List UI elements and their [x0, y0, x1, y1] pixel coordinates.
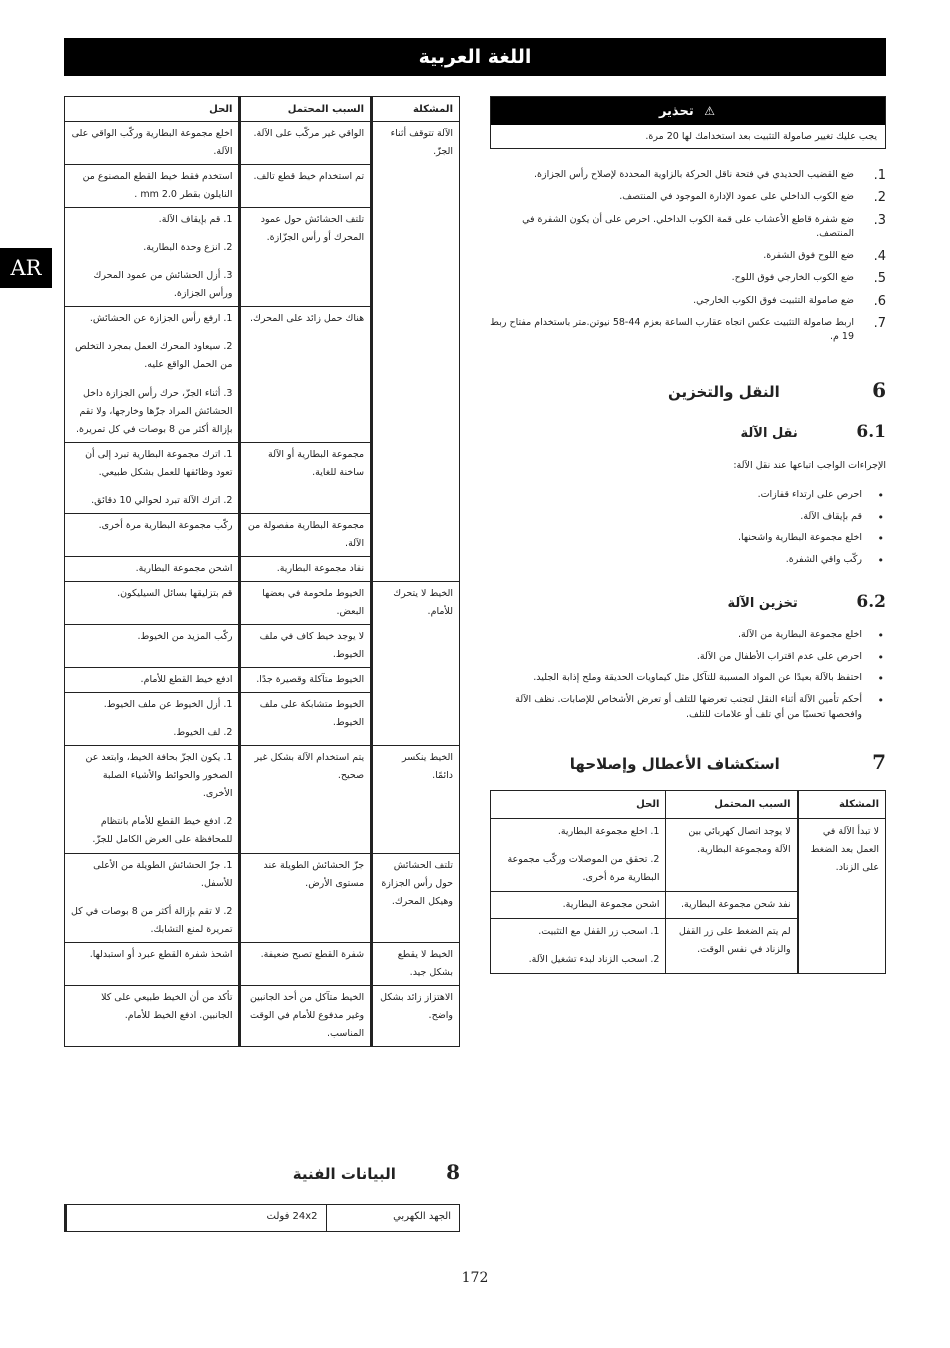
- solution-cell: [65, 625, 240, 668]
- bullet-item: • اخلع مجموعة البطارية من الآلة.: [490, 628, 886, 643]
- section-title: تخزين الآلة: [727, 596, 798, 611]
- cause-cell: هناك حمل زائد على المحرك.: [240, 307, 372, 442]
- section-number: 6: [872, 378, 886, 402]
- cause-cell: نفد شحن مجموعة البطارية.: [666, 892, 798, 919]
- solution-cell: [65, 556, 240, 581]
- table-row: [65, 581, 460, 624]
- step-item: [490, 316, 886, 345]
- cause-cell: تلتف الحشائش حول عمود المحرك أو رأس الجزّازة.: [240, 208, 372, 307]
- step-number: 4.: [873, 249, 886, 264]
- solution-item: 2. اسحب الزناد لبدء تشغيل الآلة.: [528, 954, 660, 966]
- solution-item: 1. قم بإيقاف الآلة.: [158, 214, 233, 226]
- warning-title: تحذير: [658, 104, 694, 119]
- solution-item: اخلع مجموعة البطارية وركّب الواقي على الآلة.: [71, 128, 233, 158]
- problem-cell: الخيط ينكسر دائمًا.: [372, 746, 460, 853]
- step-item: [490, 213, 886, 242]
- solution-item: 1. أزل الخيوط عن ملف الخيوط.: [103, 699, 233, 711]
- solution-item: ركّب المزيد من الخيوط.: [137, 631, 233, 643]
- column-header-solution: الحل: [491, 791, 666, 819]
- step-item: [490, 249, 886, 263]
- solution-cell: [65, 442, 240, 513]
- solution-cell: [65, 668, 240, 693]
- problem-cell: الخيط لا يقطع بشكل جيد.: [372, 942, 460, 985]
- solution-item: 1. اسحب زر القفل مع التثبيت.: [538, 926, 660, 938]
- step-number: 2.: [873, 190, 886, 206]
- bullet-item: • احرص على ارتداء قفازات.: [490, 488, 886, 503]
- step-item: [490, 271, 886, 285]
- cause-cell: جزّ الحشائش الطويلة عند مستوى الأرض.: [240, 853, 372, 942]
- cause-cell: لم يتم الضغط على زر القفل والزناد في نفس الوقت.: [666, 919, 798, 974]
- step-number: 3.: [873, 212, 886, 228]
- transport-bullets: [490, 488, 886, 575]
- solution-cell: [65, 746, 240, 853]
- page-number: 172: [461, 1270, 489, 1286]
- column-header-cause: السبب المحتمل: [666, 791, 798, 819]
- problem-cell: الآلة تتوقف أثناء الجزّ.: [372, 122, 460, 582]
- section-title: استكشاف الأعطال وإصلاحها: [569, 755, 780, 773]
- solution-cell: [65, 307, 240, 442]
- section-title: نقل الآلة: [740, 426, 798, 441]
- solution-item: 1. اخلع مجموعة البطارية.: [557, 826, 660, 837]
- solution-item: 2. تحقق من الموصلات وركّب مجموعة البطارية مرة أخرى.: [507, 854, 660, 884]
- problem-cell: تلتف الحشائش حول رأس الجزازة وهيكل المحرك.: [372, 853, 460, 942]
- solution-item: 3. أزل الحشائش من عمود المحرك ورأس الجزازة.: [93, 270, 233, 300]
- solution-item: 2. لف الخيوط.: [173, 727, 233, 739]
- warning-header: [491, 97, 885, 125]
- table-row: [491, 819, 886, 892]
- section-title: البيانات الفنية: [292, 1165, 396, 1183]
- warning-box: [490, 96, 886, 149]
- column-header-problem: المشكلة: [798, 791, 886, 819]
- solution-cell: [65, 693, 240, 746]
- section-7-heading: [490, 750, 886, 774]
- solution-item: ادفع خيط القطع للأمام.: [140, 674, 233, 686]
- solution-item: 3. أثناء الجزّ، حرك رأس الجزازة داخل الحشائش المراد جزّها وخارجها، ولا تقم بإزالة أكثر من 8 بوصات في كل تمريرة.: [76, 387, 233, 435]
- table-row: [65, 853, 460, 942]
- cause-cell: يتم استخدام الآلة بشكل غير صحيح.: [240, 746, 372, 853]
- solution-cell: [65, 208, 240, 307]
- cause-cell: مجموعة البطارية مفصولة من الآلة.: [240, 513, 372, 556]
- solution-cell: [65, 165, 240, 208]
- solution-item: اشحن مجموعة البطارية.: [562, 899, 660, 911]
- section-number: 6.1: [856, 422, 886, 442]
- solution-cell: [65, 122, 240, 165]
- solution-item: استخدم فقط خيط القطع المصنوع من النايلون بقطر 2.0 mm .: [82, 171, 233, 201]
- solution-cell: [65, 513, 240, 556]
- troubleshooting-table-left: [64, 96, 460, 1047]
- section-number: 6.2: [856, 592, 886, 612]
- table-row: [65, 985, 460, 1046]
- specs-table: [64, 1204, 460, 1232]
- problem-cell: الخيط لا يتحرك للأمام.: [372, 581, 460, 745]
- solution-item: 1. يكون الجزّ بحافة الخيط، وابتعد عن الصخور والحوائط والأشياء الصلبة الأخرى.: [85, 752, 233, 800]
- solution-cell: [65, 853, 240, 942]
- solution-item: 2. اترك الآلة تبرد لحوالي 10 دقائق.: [91, 494, 233, 506]
- step-text: ضع الكوب الخارجي فوق اللوح.: [731, 272, 854, 284]
- bullet-item: • قم بإيقاف الآلة.: [490, 510, 886, 525]
- step-text: ضع الكوب الداخلي على عمود الإدارة الموجود في المنتصف.: [619, 191, 854, 203]
- storage-bullets: [490, 628, 886, 730]
- column-header-solution: الحل: [65, 97, 240, 122]
- section-number: 8: [446, 1160, 460, 1184]
- section-8-heading: [260, 1160, 460, 1190]
- language-tab: AR: [0, 248, 52, 288]
- table-row: [65, 746, 460, 853]
- cause-cell: نفاد مجموعة البطارية.: [240, 556, 372, 581]
- table-row: [65, 122, 460, 165]
- cause-cell: لا يوجد خيط كاف في ملف الخيوط.: [240, 625, 372, 668]
- warning-triangle-icon: ⚠: [704, 104, 715, 118]
- bullet-item: • احرص على عدم اقتراب الأطفال من الآلة.: [490, 650, 886, 665]
- step-text: ضع اللوح فوق الشفرة.: [763, 250, 854, 261]
- warning-text: يجب عليك تغيير صامولة التثبيت بعد استخدامك لها 20 مرة.: [645, 131, 877, 142]
- step-number: 1.: [873, 168, 886, 183]
- solution-item: 1. ارفع رأس الجزازة عن الحشائش.: [89, 313, 233, 325]
- cause-cell: الواقي غير مركّب على الآلة.: [240, 122, 372, 165]
- step-item: [490, 168, 886, 182]
- cause-cell: لا يوجد اتصال كهربائي بين الآلة ومجموعة البطارية.: [666, 819, 798, 892]
- column-header-cause: السبب المحتمل: [240, 97, 372, 122]
- step-text: اربط صامولة التثبيت عكس اتجاه عقارب الساعة بعزم 44-58 نيوتن.متر باستخدام مفتاح ربط 19 م.: [490, 316, 854, 342]
- section-title: النقل والتخزين: [668, 383, 780, 401]
- spec-value: 24x2 فولت: [66, 1205, 327, 1232]
- cause-cell: الخيوط متشابكة على ملف الخيوط.: [240, 693, 372, 746]
- solution-cell: [491, 892, 666, 919]
- solution-item: 1. جزّ الحشائش الطويلة من الأعلى للأسفل.: [93, 859, 233, 889]
- cause-cell: مجموعة البطارية أو الآلة ساخنة للغاية.: [240, 442, 372, 513]
- solution-item: 2. سيعاود المحرك العمل بمجرد التخلص من الحمل الواقع عليه.: [75, 341, 233, 371]
- step-text: ضع القضيب الحديدي في فتحة ناقل الحركة بالزاوية المحددة لإصلاح رأس الجزازة.: [534, 169, 854, 180]
- bullet-item: • أحكم تأمين الآلة أثناء النقل لتجنب تعرضها للتلف أو تعرض الأشخاص للإصابات. نظف الآلة وافحصها تحسبًا من أي تلف أو علامات للتلف.: [490, 693, 886, 722]
- spec-label: الجهد الكهربي: [326, 1205, 459, 1232]
- solution-item: اشحن مجموعة البطارية.: [135, 562, 233, 574]
- transport-intro: الإجراءات الواجب اتباعها عند نقل الآلة:: [733, 460, 886, 471]
- table-row: [66, 1205, 460, 1232]
- solution-item: 2. ادفع خيط القطع للأمام بانتظام للمحافظة على العرض الكامل للجزّ.: [92, 816, 233, 846]
- language-header: اللغة العربية: [64, 38, 886, 76]
- cause-cell: الخيط متآكل من أحد الجانبين وغير مدفوع للأمام في الوقت المناسب.: [240, 985, 372, 1046]
- solution-item: 1. اترك مجموعة البطارية تبرد إلى أن تعود وظائفها للعمل بشكل طبيعي.: [85, 448, 233, 478]
- solution-item: اشحذ شفرة القطع عبرد أو استبدلها.: [89, 948, 233, 960]
- cause-cell: تم استخدام خيط قطع تالف.: [240, 165, 372, 208]
- cause-cell: الخيوط متآكلة وقصيرة جدًا.: [240, 668, 372, 693]
- solution-cell: [65, 942, 240, 985]
- solution-item: تأكد من أن الخيط طبيعي على كلا الجانبين. ادفع الخيط للأمام.: [101, 991, 233, 1021]
- solution-cell: [491, 819, 666, 892]
- assembly-steps: [490, 168, 886, 352]
- bullet-item: • اخلع مجموعة البطارية واشحنها.: [490, 531, 886, 546]
- section-6-2-heading: [490, 592, 886, 612]
- solution-item: 2. انزع وحدة البطارية.: [143, 242, 233, 254]
- step-item: [490, 294, 886, 308]
- solution-item: 2. لا تقم بإزالة أكثر من 8 بوصات في كل تمريرة لمنع التشابك.: [70, 905, 233, 935]
- bullet-item: • احتفظ بالآلة بعيدًا عن المواد المسببة للتآكل مثل كيماويات الحديقة وملح إذابة الجليد.: [490, 671, 886, 686]
- table-row: [65, 942, 460, 985]
- bullet-item: • ركّب واقي الشفرة.: [490, 553, 886, 568]
- section-6-1-heading: [490, 422, 886, 442]
- step-number: 6.: [873, 293, 886, 309]
- section-6-heading: [490, 378, 886, 402]
- solution-cell: [65, 581, 240, 624]
- solution-item: قم بتزليقها بسائل السيليكون.: [117, 587, 233, 599]
- cause-cell: الخيوط ملحومة في بعضها البعض.: [240, 581, 372, 624]
- section-number: 7: [872, 750, 886, 774]
- step-text: ضع شفرة قاطع الأعشاب على قمة الكوب الداخلي. احرص على أن يكون الشفرة في المنتصف.: [522, 213, 854, 239]
- solution-cell: [65, 985, 240, 1046]
- step-number: 7.: [873, 315, 886, 331]
- solution-cell: [491, 919, 666, 974]
- problem-cell: الاهتزاز زائد بشكل واضح.: [372, 985, 460, 1046]
- problem-cell: لا تبدأ الآلة في العمل بعد الضغط على الزناد.: [798, 819, 886, 974]
- column-header-problem: المشكلة: [372, 97, 460, 122]
- step-number: 5.: [873, 271, 886, 287]
- step-text: ضع صامولة التثبيت فوق الكوب الخارجي.: [693, 294, 854, 306]
- cause-cell: شفرة القطع تصبح ضعيفة.: [240, 942, 372, 985]
- solution-item: ركّب مجموعة البطارية مرة أخرى.: [98, 519, 233, 531]
- troubleshooting-table-right: [490, 790, 886, 974]
- step-item: [490, 190, 886, 204]
